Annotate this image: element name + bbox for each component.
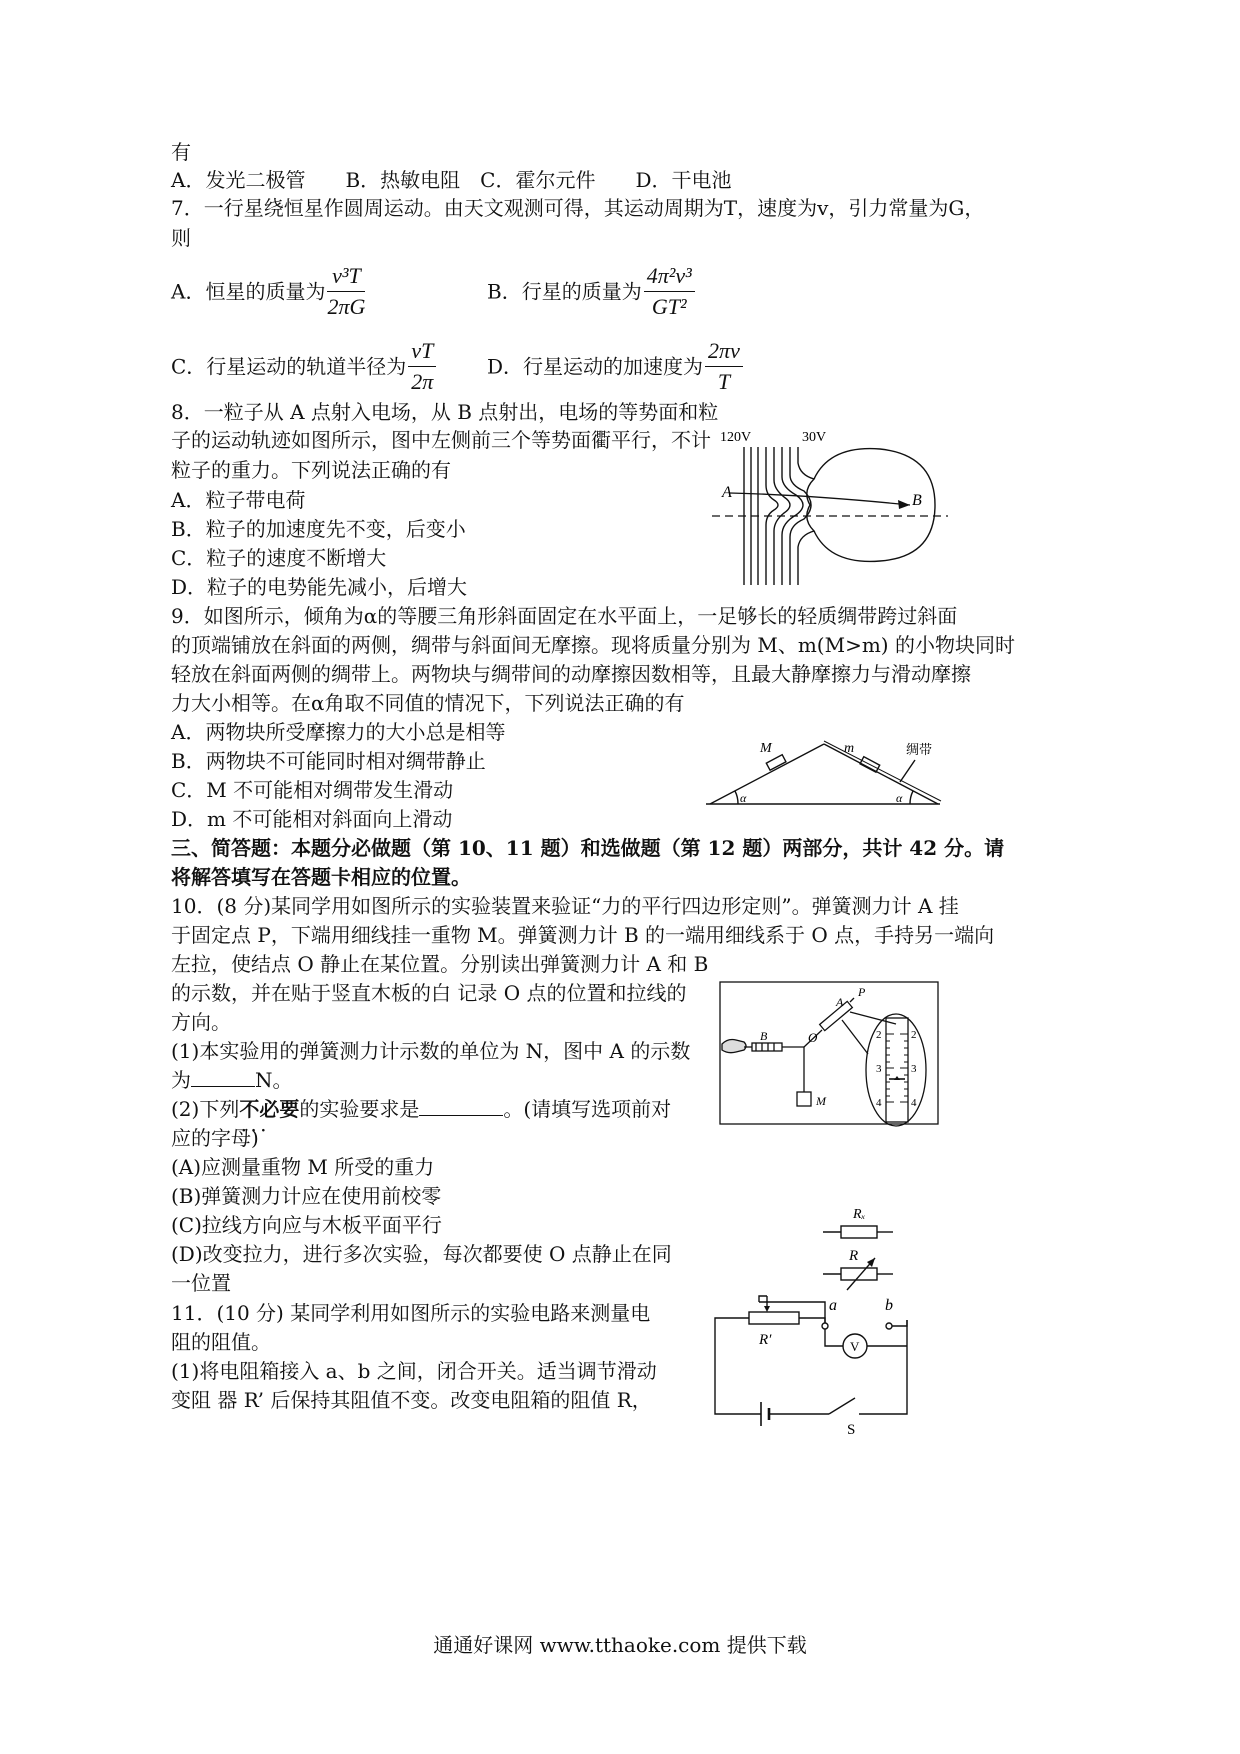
q9-stem-3: 轻放在斜面两侧的绸带上。两物块与绸带间的动摩擦因数相等，且最大静摩擦力与滑动摩擦 [171, 662, 971, 686]
q7-stem: 7．一行星绕恒星作圆周运动。由天文观测可得，其运动周期为T，速度为v，引力常量为G， [171, 196, 985, 220]
fraction-numerator: vT [408, 338, 436, 367]
q11-stem-1: 11．(10 分) 某同学利用如图所示的实验电路来测量电 [171, 1301, 651, 1325]
scale-tick-3-right: 3 [911, 1063, 917, 1075]
q10-option-b: (B)弹簧测力计应在使用前校零 [171, 1184, 442, 1208]
q9-stem-2: 的顶端铺放在斜面的两侧，绸带与斜面间无摩擦。现将质量分别为 M、m(M>m) 的小物块同时 [171, 633, 1015, 657]
q8-option-b: B．粒子的加速度先不变，后变小 [171, 517, 466, 541]
q10-stem-1: 10．(8 分)某同学用如图所示的实验装置来验证“力的平行四边形定则”。弹簧测力计 A 挂 [171, 894, 959, 918]
label-point-a: A [722, 484, 732, 501]
q8-stem-1: 8．一粒子从 A 点射入电场，从 B 点射出，电场的等势面和粒 [171, 400, 719, 424]
q7-option-a [171, 263, 365, 320]
figure-q11-circuit [705, 1200, 925, 1436]
answer-blank[interactable] [419, 1097, 503, 1116]
q10-part-1-suffix: N。 [255, 1068, 293, 1092]
q10-stem-4: 的示数，并在贴于竖直木板的白 记录 O 点的位置和拉线的 [171, 981, 687, 1005]
q8-stem-2: 子的运动轨迹如图所示，图中左侧前三个等势面衢平行，不计 [171, 428, 711, 452]
label-spring-b: B [760, 1029, 768, 1043]
q9-option-d: D．m 不可能相对斜面向上滑动 [171, 807, 453, 831]
scale-tick-2: 2 [876, 1029, 882, 1041]
q7-option-d-fraction [705, 338, 743, 395]
q9-stem-1: 9．如图所示，倾角为α的等腰三角形斜面固定在水平面上，一足够长的轻质绸带跨过斜面 [171, 604, 958, 628]
q8-option-c: C．粒子的速度不断增大 [171, 546, 387, 570]
q10-option-d-cont: 一位置 [171, 1271, 231, 1295]
q8-option-d: D．粒子的电势能先减小，后增大 [171, 575, 468, 599]
q7-option-b-label: B．行星的质量为 [487, 279, 642, 304]
label-120v: 120V [720, 430, 752, 445]
label-terminal-a: a [829, 1297, 837, 1314]
label-spring-a: A [836, 995, 844, 1009]
q7-option-c-label: C．行星运动的轨道半径为 [171, 354, 407, 379]
q7-option-d [487, 338, 743, 395]
scale-tick-4-right: 4 [911, 1097, 917, 1109]
q9-option-a: A．两物块所受摩擦力的大小总是相等 [171, 720, 506, 744]
scale-tick-2-right: 2 [911, 1029, 917, 1041]
q11-part-1-cont: 变阻 器 R’ 后保持其阻值不变。改变电阻箱的阻值 R， [171, 1388, 652, 1412]
q10-part-1-answer [171, 1066, 293, 1094]
q10-stem-3: 左拉，使结点 O 静止在某位置。分别读出弹簧测力计 A 和 B [171, 952, 709, 976]
label-rx: Rₓ [853, 1207, 866, 1222]
page-footer: 通通好课网 www.tthaoke.com 提供下载 [433, 1633, 807, 1657]
q7-option-b [487, 263, 695, 320]
section-3-heading: 三、简答题：本题分必做题（第 10、11 题）和选做题（第 12 题）两部分，共计 42 分。请 [171, 836, 1005, 860]
label-silk-belt: 绸带 [906, 742, 933, 757]
fraction-denominator: T [717, 369, 731, 394]
label-r: R [849, 1248, 859, 1264]
fraction-denominator: GT² [651, 294, 687, 319]
figure-q10-force-setup [718, 980, 942, 1128]
label-terminal-b: b [885, 1297, 893, 1314]
q9-stem-4: 力大小相等。在α角取不同值的情况下，下列说法正确的有 [171, 691, 685, 715]
label-alpha-right: α [896, 791, 903, 805]
label-mass-m-small: m [844, 741, 855, 756]
q8-option-a: A．粒子带电荷 [171, 488, 306, 512]
q6-options: A．发光二极管 B．热敏电阻 C．霍尔元件 D．干电池 [171, 168, 732, 192]
fraction-denominator: 2πG [327, 294, 366, 319]
q10-part-2-a: (2)下列 [171, 1097, 240, 1121]
answer-blank[interactable] [191, 1068, 255, 1087]
q9-option-b: B．两物块不可能同时相对绸带静止 [171, 749, 486, 773]
label-mass-m-large: M [760, 741, 772, 756]
q11-part-1: (1)将电阻箱接入 a、b 之间，闭合开关。适当调节滑动 [171, 1359, 657, 1383]
q8-stem-3: 粒子的重力。下列说法正确的有 [171, 458, 451, 482]
q10-part-1: (1)本实验用的弹簧测力计示数的单位为 N，图中 A 的示数 [171, 1039, 691, 1063]
scale-tick-3: 3 [876, 1063, 882, 1075]
label-r-prime: R′ [759, 1332, 772, 1348]
label-voltmeter: V [850, 1339, 860, 1354]
section-3-heading-2: 将解答填写在答题卡相应的位置。 [171, 865, 471, 889]
q7-stem-2: 则 [171, 226, 191, 250]
label-point-p: P [858, 985, 866, 999]
q10-option-a: (A)应测量重物 M 所受的重力 [171, 1155, 435, 1179]
q9-option-c: C．M 不可能相对绸带发生滑动 [171, 778, 454, 802]
figure-q8-equipotential [710, 425, 950, 595]
q7-option-c [171, 338, 436, 395]
q10-part-2-d: 。(请填写选项前对 [503, 1097, 672, 1121]
q10-stem-2: 于固定点 P，下端用细线挂一重物 M。弹簧测力计 B 的一端用细线系于 O 点，手持另一端向 [171, 923, 995, 947]
scale-tick-4: 4 [876, 1097, 882, 1109]
label-30v: 30V [802, 430, 827, 445]
fraction-numerator: 4π²v³ [644, 263, 695, 292]
q7-option-a-fraction [327, 263, 365, 320]
q7-option-b-fraction [644, 263, 695, 320]
label-point-o: O [808, 1030, 818, 1045]
text-line: 有 [171, 140, 191, 164]
q7-option-c-fraction [408, 338, 436, 395]
q10-part-1-prefix: 为 [171, 1068, 191, 1092]
q10-part-2-emphasis: 不必要 · · · [239, 1097, 299, 1121]
figure-q9-incline [700, 730, 950, 810]
q10-part-2-cont: 应的字母) [171, 1126, 259, 1150]
fraction-denominator: 2π [411, 369, 434, 394]
fraction-numerator: v³T [327, 263, 365, 292]
fraction-numerator: 2πv [705, 338, 743, 367]
label-switch: S [847, 1422, 856, 1436]
q10-part-2-c: 的实验要求是 [299, 1097, 420, 1121]
label-alpha-left: α [740, 791, 747, 805]
q11-stem-2: 阻的阻值。 [171, 1330, 271, 1354]
q7-option-d-label: D．行星运动的加速度为 [487, 354, 704, 379]
q10-option-d: (D)改变拉力，进行多次实验，每次都要使 O 点静止在同 [171, 1242, 672, 1266]
label-point-b: B [912, 492, 922, 509]
q10-stem-5: 方向。 [171, 1010, 231, 1034]
q7-option-a-label: A．恒星的质量为 [171, 279, 326, 304]
q10-option-c: (C)拉线方向应与木板平面平行 [171, 1213, 442, 1237]
label-weight-m: M [816, 1094, 826, 1108]
q10-part-2 [171, 1095, 671, 1123]
